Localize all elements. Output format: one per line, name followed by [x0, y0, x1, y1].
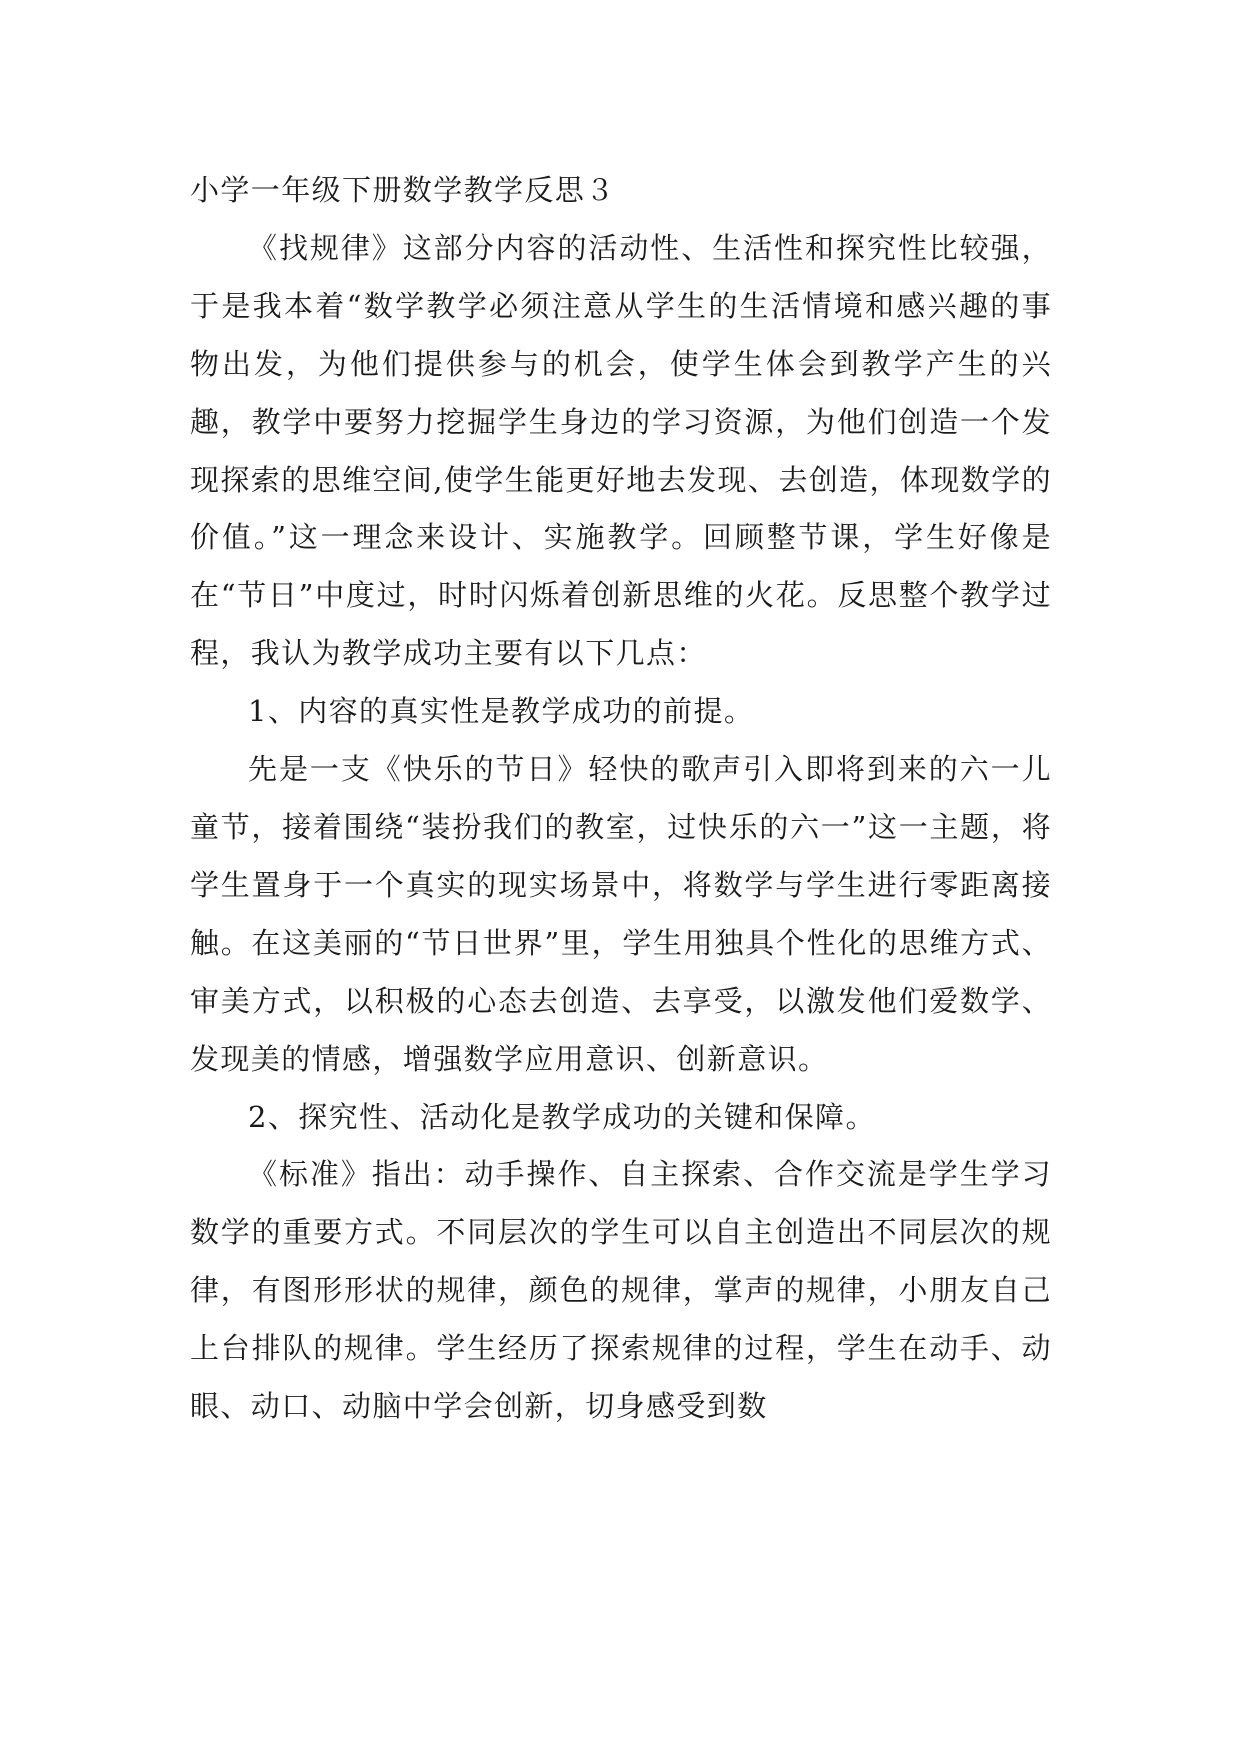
- document-title: 小学一年级下册数学教学反思３: [190, 173, 616, 207]
- paragraph-intro: 《找规律》这部分内容的活动性、生活性和探究性比较强，于是我本着“数学教学必须注意从学生的生活情境和感兴趣的事物出发，为他们提供参与的机会，使学生体会到教学产生的兴趣，教学中要努力挖掘学生身边的学习资源，为他们创造一个发现探索的思维空间,使学生能更好地去发现、去创造，体现数学的价值。”这一理念来设计、实施教学。回顾整节课，学生好像是在“节日”中度过，时时闪烁着创新思维的火花。反思整个教学过程，我认为教学成功主要有以下几点：: [190, 230, 1052, 671]
- paragraph-point-1-body: 先是一支《快乐的节日》轻快的歌声引入即将到来的六一儿童节，接着围绕“装扮我们的教室，过快乐的六一”这一主题，将学生置身于一个真实的现实场景中，将数学与学生进行零距离接触。在这美丽的“节日世界”里，学生用独具个性化的思维方式、审美方式，以积极的心态去创造、去享受，以激发他们爱数学、发现美的情感，增强数学应用意识、创新意识。: [190, 752, 1052, 1076]
- paragraph-point-1-heading: 1、内容的真实性是教学成功的前提。: [248, 694, 755, 729]
- paragraph-point-2-body: 《标准》指出：动手操作、自主探索、合作交流是学生学习数学的重要方式。不同层次的学生可以自主创造出不同层次的规律，有图形形状的规律，颜色的规律，掌声的规律，小朋友自己上台排队的规律。学生经历了探索规律的过程，学生在动手、动眼、动口、动脑中学会创新，切身感受到数: [190, 1157, 1052, 1424]
- document-body: [190, 162, 1052, 1436]
- paragraph-point-2-heading: 2、探究性、活动化是教学成功的关键和保障。: [248, 1099, 876, 1134]
